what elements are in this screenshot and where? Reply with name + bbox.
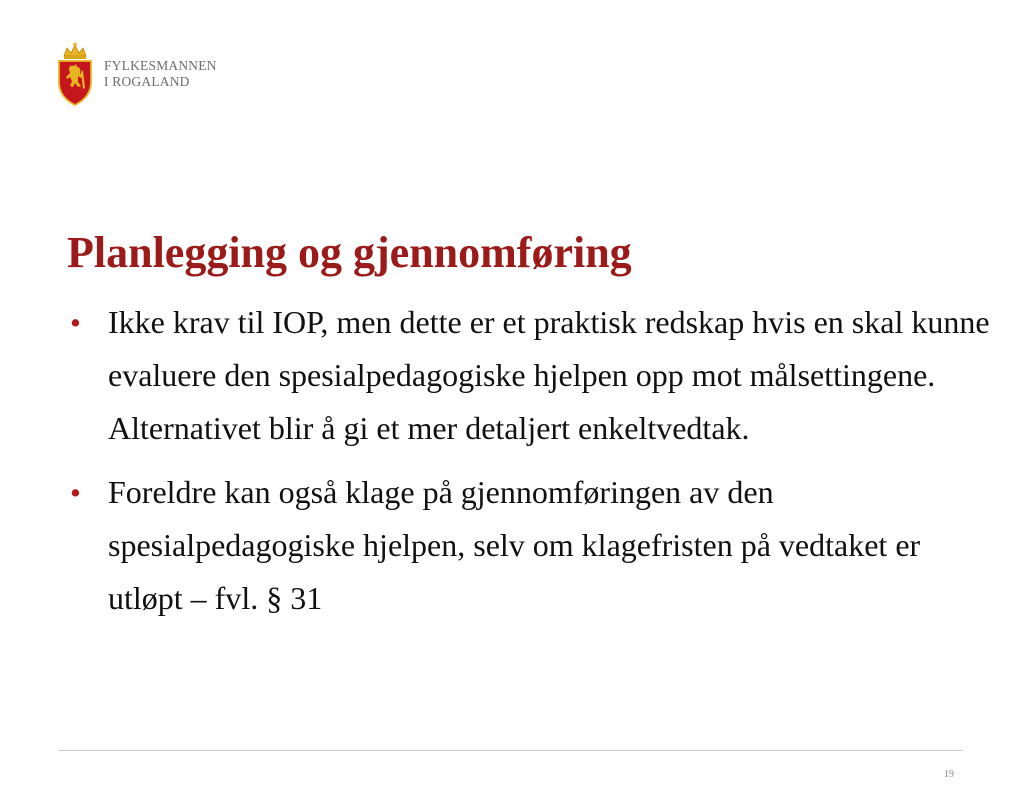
footer-divider	[58, 750, 963, 751]
norwegian-coat-of-arms-icon	[56, 42, 94, 106]
bullet-marker-icon: •	[70, 305, 81, 340]
bullet-text: Foreldre kan også klage på gjennomføringen av den spesialpedagogiske hjelpen, selv om klagefristen på vedtaket er utløpt – fvl. § 31	[108, 474, 921, 616]
organization-name-line2: I ROGALAND	[104, 74, 190, 89]
bullet-text: Ikke krav til IOP, men dette er et praktisk redskap hvis en skal kunne evaluere den spesialpedagogiske hjelpen opp mot målsettingene. Alternativet blir å gi et mer detaljert enkeltvedtak.	[108, 304, 990, 446]
bullet-list	[70, 296, 990, 636]
bullet-item	[70, 296, 990, 455]
organization-name-line1: FYLKESMANNEN	[104, 58, 217, 73]
bullet-marker-icon: •	[70, 475, 81, 510]
organization-name	[104, 58, 217, 90]
slide-title: Planlegging og gjennomføring	[67, 228, 632, 277]
page-number: 19	[944, 769, 954, 780]
organization-logo	[56, 42, 217, 106]
bullet-item	[70, 466, 990, 625]
